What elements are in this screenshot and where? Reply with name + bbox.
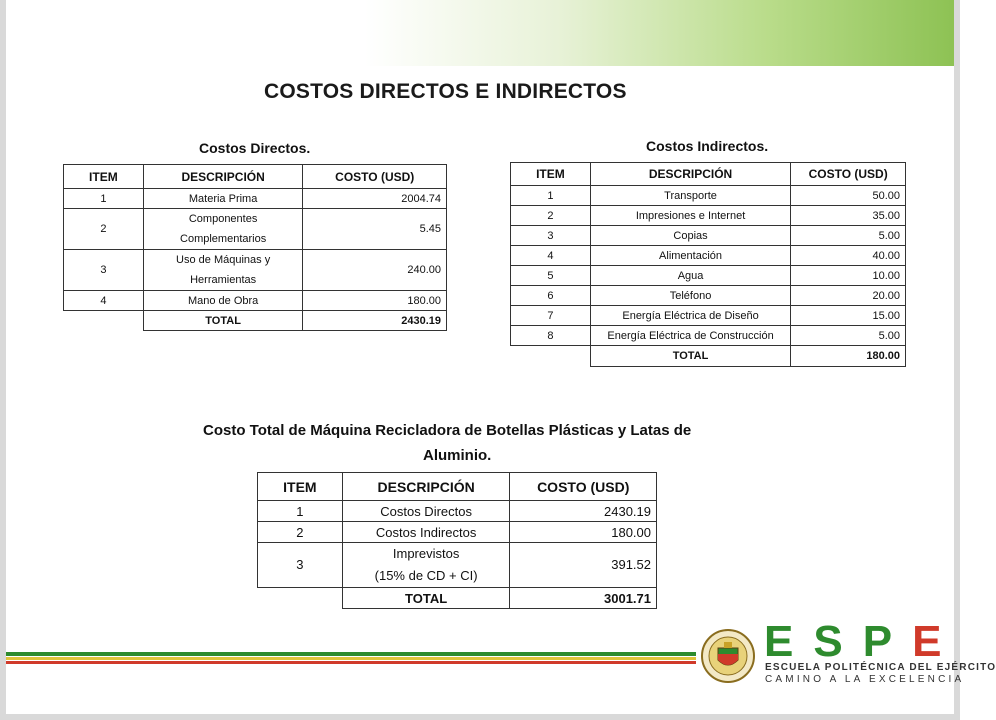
description-cell: Impresiones e Internet <box>590 206 790 226</box>
item-cell: 2 <box>258 522 343 543</box>
summary-caption-line-1: Costo Total de Máquina Recicladora de Botellas Plásticas y Latas de <box>203 422 692 439</box>
table-row <box>511 286 906 306</box>
espe-seal-icon <box>700 628 756 684</box>
description-cell: Teléfono <box>590 286 790 306</box>
summary-caption-line-2: Aluminio. <box>423 447 492 464</box>
description-cell <box>342 543 510 588</box>
left-frame-bar <box>0 0 6 720</box>
cost-cell: 2430.19 <box>510 501 657 522</box>
footer-green-stripe <box>6 652 696 656</box>
description-cell <box>143 209 303 250</box>
description-line-1: Imprevistos <box>392 546 460 561</box>
cost-cell: 5.45 <box>303 209 447 250</box>
table-row <box>511 326 906 346</box>
table-row <box>64 189 447 209</box>
item-cell: 3 <box>258 543 343 588</box>
item-cell: 1 <box>258 501 343 522</box>
bottom-frame-bar <box>0 714 960 720</box>
table-row <box>511 206 906 226</box>
cost-cell: 391.52 <box>510 543 657 588</box>
table-total-row <box>64 311 447 331</box>
description-cell: Costos Directos <box>342 501 510 522</box>
table-row <box>64 291 447 311</box>
cost-cell: 35.00 <box>791 206 906 226</box>
description-line-2: Herramientas <box>190 274 257 286</box>
direct-costs-table <box>63 164 447 331</box>
item-cell: 2 <box>511 206 591 226</box>
cost-cell: 180.00 <box>510 522 657 543</box>
item-cell: 5 <box>511 266 591 286</box>
item-cell: 4 <box>64 291 144 311</box>
table-total-row <box>511 346 906 367</box>
description-cell: Energía Eléctrica de Diseño <box>590 306 790 326</box>
table-row <box>511 186 906 206</box>
item-cell: 3 <box>64 250 144 291</box>
total-cost-table <box>257 472 657 609</box>
header-item: ITEM <box>64 165 144 189</box>
table-row <box>511 306 906 326</box>
brand-letter-e-red: E <box>912 617 962 666</box>
brand-motto: CAMINO A LA EXCELENCIA <box>765 674 965 685</box>
total-value: 2430.19 <box>303 311 447 331</box>
total-label: TOTAL <box>342 588 510 609</box>
description-cell: Transporte <box>590 186 790 206</box>
cost-cell: 5.00 <box>791 326 906 346</box>
cost-cell: 50.00 <box>791 186 906 206</box>
item-cell: 2 <box>64 209 144 250</box>
table-row <box>258 501 657 522</box>
cost-cell: 40.00 <box>791 246 906 266</box>
table-header-row <box>64 165 447 189</box>
header-cost: COSTO (USD) <box>791 163 906 186</box>
description-cell: Energía Eléctrica de Construcción <box>590 326 790 346</box>
cost-cell: 180.00 <box>303 291 447 311</box>
item-cell: 8 <box>511 326 591 346</box>
header-item: ITEM <box>511 163 591 186</box>
table-row <box>258 543 657 588</box>
direct-costs-caption: Costos Directos. <box>199 140 311 156</box>
footer-yellow-stripe <box>6 657 696 660</box>
item-cell: 1 <box>64 189 144 209</box>
total-value: 3001.71 <box>510 588 657 609</box>
description-cell: Agua <box>590 266 790 286</box>
cost-cell: 240.00 <box>303 250 447 291</box>
header-gradient-band <box>0 0 960 66</box>
brand-letter-e: E <box>764 617 814 666</box>
description-cell: Copias <box>590 226 790 246</box>
header-description: DESCRIPCIÓN <box>590 163 790 186</box>
item-cell: 1 <box>511 186 591 206</box>
description-line-2: (15% de CD + CI) <box>374 568 478 583</box>
blank-cell <box>511 346 591 367</box>
footer-red-stripe <box>6 661 696 664</box>
indirect-costs-caption: Costos Indirectos. <box>646 138 769 154</box>
table-row <box>511 266 906 286</box>
blank-cell <box>64 311 144 331</box>
table-header-row <box>258 473 657 501</box>
table-row <box>64 250 447 291</box>
total-label: TOTAL <box>590 346 790 367</box>
item-cell: 4 <box>511 246 591 266</box>
page-title: COSTOS DIRECTOS E INDIRECTOS <box>264 80 627 103</box>
blank-cell <box>258 588 343 609</box>
cost-cell: 10.00 <box>791 266 906 286</box>
table-row <box>258 522 657 543</box>
indirect-costs-table <box>510 162 906 367</box>
description-line-2: Complementarios <box>180 233 267 245</box>
description-cell: Mano de Obra <box>143 291 303 311</box>
cost-cell: 5.00 <box>791 226 906 246</box>
espe-wordmark <box>764 617 962 666</box>
total-value: 180.00 <box>791 346 906 367</box>
total-label: TOTAL <box>143 311 303 331</box>
brand-institution-name: ESCUELA POLITÉCNICA DEL EJÉRCITO <box>765 662 996 673</box>
description-cell: Materia Prima <box>143 189 303 209</box>
description-cell: Alimentación <box>590 246 790 266</box>
item-cell: 3 <box>511 226 591 246</box>
table-row <box>64 209 447 250</box>
header-item: ITEM <box>258 473 343 501</box>
header-description: DESCRIPCIÓN <box>342 473 510 501</box>
item-cell: 6 <box>511 286 591 306</box>
brand-letter-p: P <box>862 617 913 666</box>
cost-cell: 15.00 <box>791 306 906 326</box>
description-cell <box>143 250 303 291</box>
header-description: DESCRIPCIÓN <box>143 165 303 189</box>
cost-cell: 20.00 <box>791 286 906 306</box>
header-cost: COSTO (USD) <box>510 473 657 501</box>
description-line-1: Uso de Máquinas y <box>176 254 271 266</box>
table-row <box>511 226 906 246</box>
brand-letter-s: S <box>813 617 863 666</box>
table-total-row <box>258 588 657 609</box>
description-line-1: Componentes <box>188 213 258 225</box>
right-frame-bar <box>954 0 960 720</box>
cost-cell: 2004.74 <box>303 189 447 209</box>
table-header-row <box>511 163 906 186</box>
header-cost: COSTO (USD) <box>303 165 447 189</box>
description-cell: Costos Indirectos <box>342 522 510 543</box>
table-row <box>511 246 906 266</box>
item-cell: 7 <box>511 306 591 326</box>
